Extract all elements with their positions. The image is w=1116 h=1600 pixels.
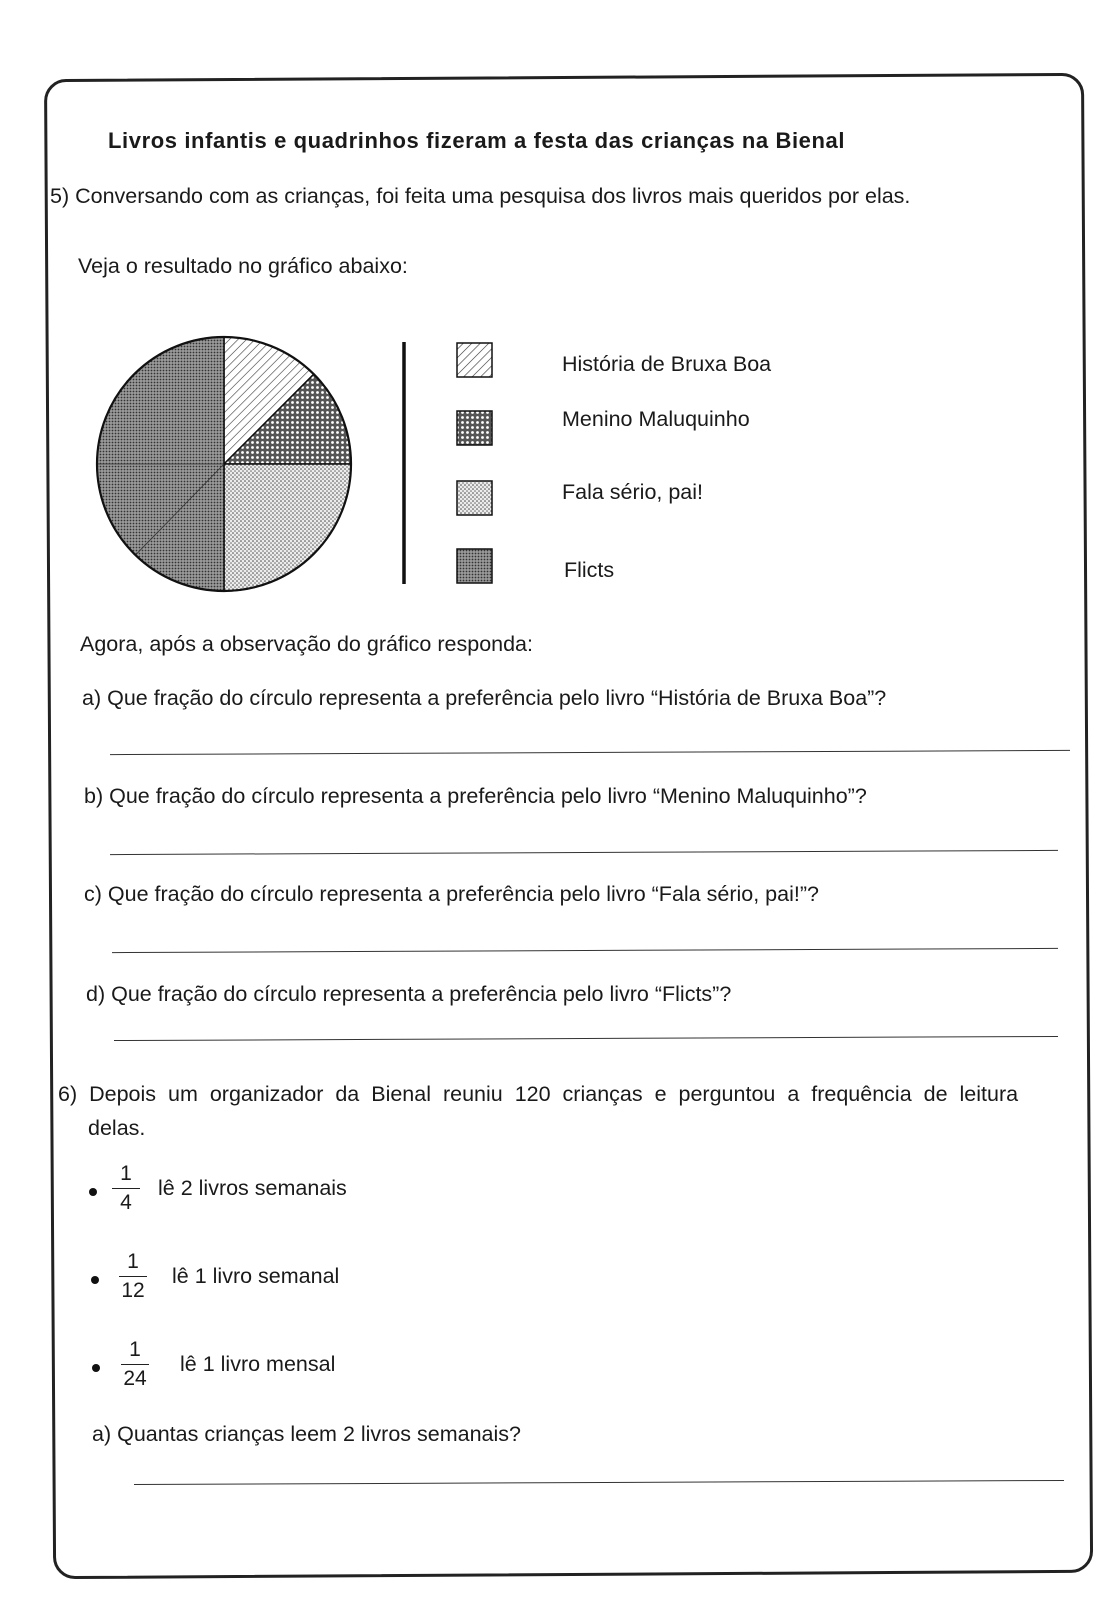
fraction-1-24: 1 24 [115, 1338, 155, 1391]
freq-item-1: lê 2 livros semanais [158, 1176, 347, 1200]
q6-intro-line1: 6) Depois um organizador da Bienal reuniu 120 crianças e perguntou a frequência de leitura [58, 1082, 1019, 1106]
legend-swatch-4 [457, 549, 492, 583]
q6-intro-line2: delas. [88, 1116, 146, 1140]
legend-label-historia: História de Bruxa Boa [562, 352, 772, 376]
q5-question-a: a) Que fração do círculo representa a preferência pelo livro “História de Bruxa Boa”? [82, 686, 887, 710]
legend-label-menino: Menino Maluquinho [562, 407, 750, 431]
legend [457, 343, 492, 583]
q5-intro: 5) Conversando com as crianças, foi feita uma pesquisa dos livros mais queridos por elas. [50, 184, 911, 208]
q6-question-a: a) Quantas crianças leem 2 livros semanais? [92, 1422, 521, 1446]
pie-slices [97, 337, 351, 591]
q5-question-b: b) Que fração do círculo representa a preferência pelo livro “Menino Maluquinho”? [84, 784, 867, 808]
freq-item-3: lê 1 livro mensal [180, 1352, 336, 1376]
page-title: Livros infantis e quadrinhos fizeram a festa das crianças na Bienal [108, 128, 846, 153]
fraction-1-12: 1 12 [113, 1250, 153, 1303]
bullet-icon [92, 1364, 100, 1372]
pie-slice-3 [224, 464, 351, 591]
q5-question-d: d) Que fração do círculo representa a preferência pelo livro “Flicts”? [86, 982, 732, 1006]
legend-label-fala-serio: Fala sério, pai! [562, 480, 704, 504]
freq-item-2: lê 1 livro semanal [172, 1264, 340, 1288]
q5-see-chart: Veja o resultado no gráfico abaixo: [78, 254, 408, 278]
legend-swatch-1 [457, 343, 492, 377]
bullet-icon [89, 1188, 97, 1196]
legend-swatch-2 [457, 411, 492, 445]
q5-question-c: c) Que fração do círculo representa a preferência pelo livro “Fala sério, pai!”? [84, 882, 819, 906]
legend-label-flicts: Flicts [564, 558, 615, 582]
pie-chart [0, 0, 1116, 620]
fraction-1-4: 1 4 [106, 1162, 146, 1215]
legend-swatch-3 [457, 481, 492, 515]
bullet-icon [91, 1276, 99, 1284]
q5-after-text: Agora, após a observação do gráfico responda: [80, 632, 533, 656]
